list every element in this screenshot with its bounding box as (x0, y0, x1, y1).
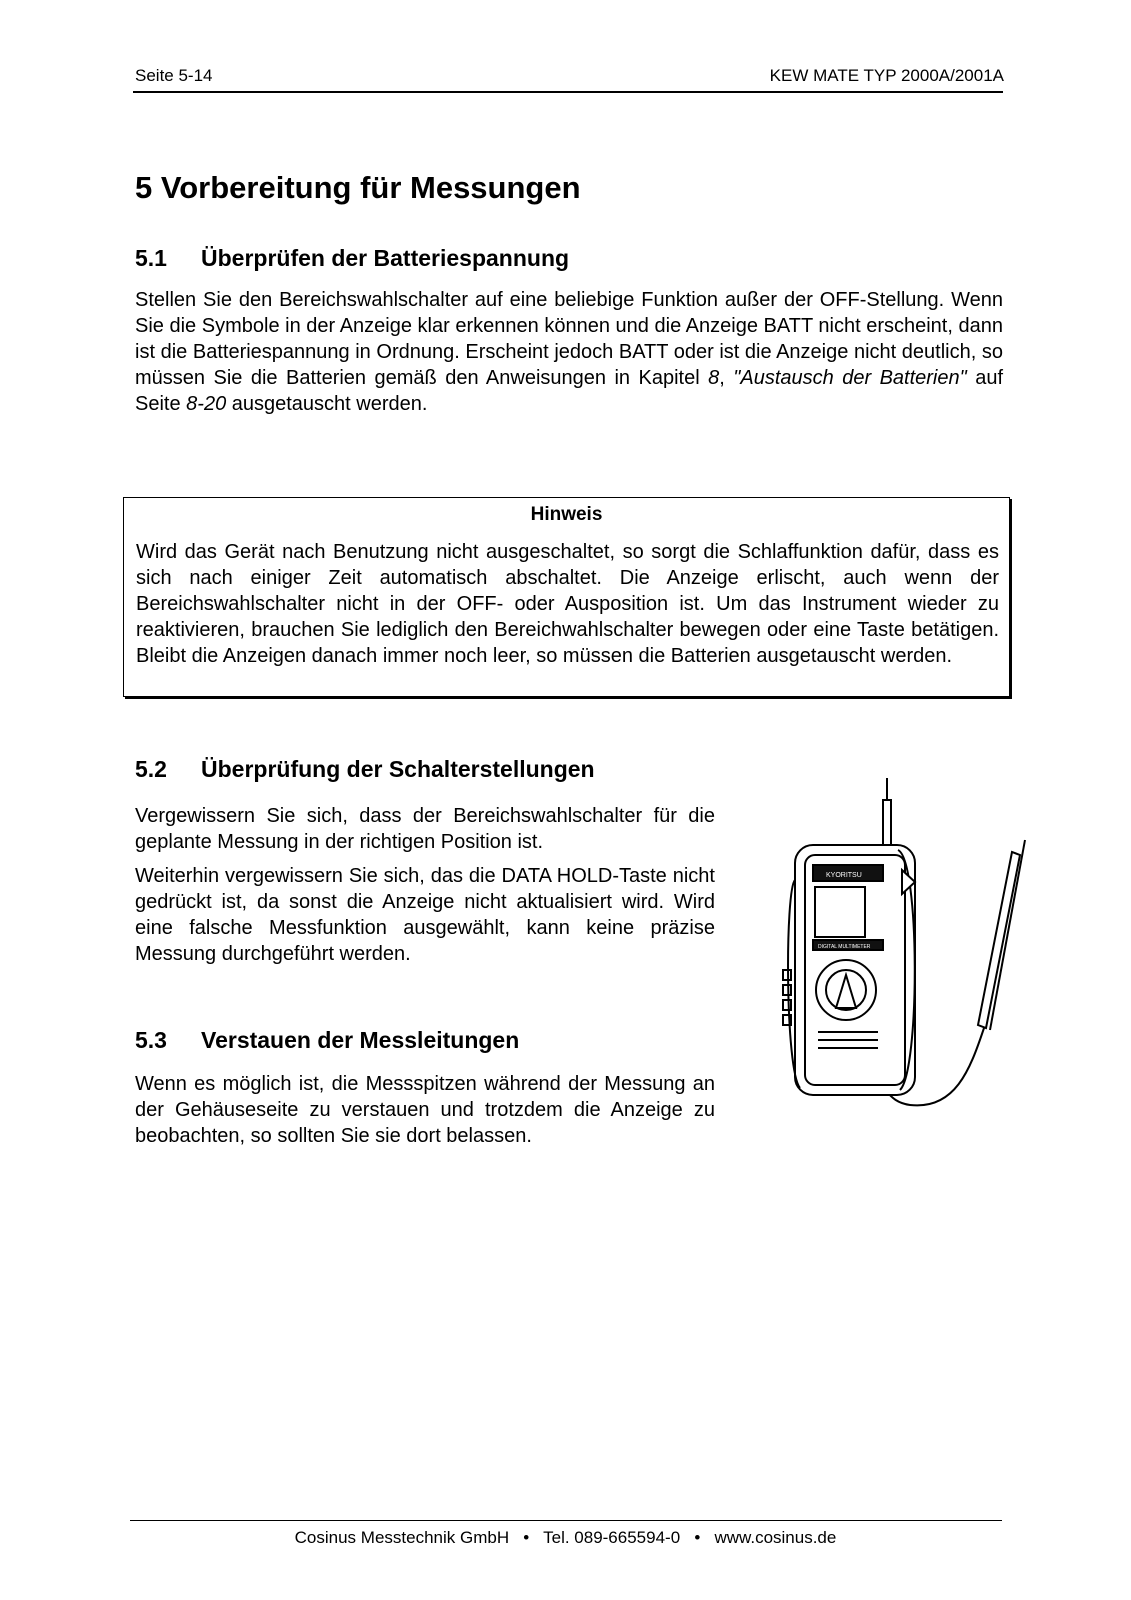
footer-phone: Tel. 089-665594-0 (543, 1528, 681, 1547)
section-5-2-paragraph-1: Vergewissern Sie sich, dass der Bereichswahlschalter für die geplante Messung in der richtigen Position ist. (135, 805, 715, 853)
section-5-3-paragraph: Wenn es möglich ist, die Messspitzen während der Messung an der Gehäuseseite zu verstauen und trotzdem die Anzeige zu beobachten, so sollten Sie sie dort belassen. (135, 1073, 715, 1147)
display-screen (815, 887, 865, 937)
footer-rule (130, 1520, 1002, 1521)
header-rule (133, 91, 1003, 93)
text: ausgetauscht werden. (226, 393, 428, 415)
chapter-title: 5 Vorbereitung für Messungen (135, 170, 581, 205)
note-box (123, 497, 1010, 697)
multimeter-illustration (780, 770, 1050, 1140)
section-number: 5.2 (135, 756, 167, 782)
footer-separator: • (694, 1528, 701, 1547)
chapter-reference[interactable]: 8 (708, 367, 720, 389)
note-title: Hinweis (530, 504, 603, 525)
page-number: Seite 5-14 (135, 66, 213, 85)
brand-label: KYORITSU (826, 872, 862, 879)
text: Stellen Sie den Bereichswahlschalter auf eine beliebige Funktion außer der OFF-Stellung. Wenn Sie die Symbole in der Anzeige klar erkennen können und die Anzeige BATT nicht erscheint, dann ist die Batteriespannung in Ordnung. Erscheint jedoch BATT oder ist die Anzeige nicht deutlich, so müssen Sie die Batterien gemäß den Anweisungen in Kapitel (135, 289, 1003, 389)
footer-separator: • (523, 1528, 530, 1547)
section-5-3-heading (135, 1027, 519, 1054)
section-5-2-heading (135, 756, 595, 783)
section-title: Überprüfen der Batteriespannung (201, 245, 570, 271)
section-5-1-paragraph (135, 287, 1003, 417)
footer (0, 1528, 1131, 1548)
section-number: 5.3 (135, 1027, 167, 1053)
page-reference[interactable]: 8-20 (186, 393, 227, 415)
text: auf Seite (135, 367, 1003, 415)
note-text: Wird das Gerät nach Benutzung nicht ausgeschaltet, so sorgt die Schlaffunktion dafür, dass es sich nach einiger Zeit automatisch abschaltet. Die Anzeige erlischt, auch wenn der Bereichswahlschalter nicht in der OFF- oder Ausposition ist. Um das Instrument wieder zu reaktivieren, brauchen Sie lediglich den Bereichwahlschalter bewegen oder eine Taste betätigen. Bleibt die Anzeigen danach immer noch leer, so müssen die Batterien ausgetauscht werden. (136, 541, 999, 667)
section-5-1-heading (135, 245, 569, 272)
section-number: 5.1 (135, 245, 167, 271)
text: , (719, 367, 734, 389)
footer-company: Cosinus Messtechnik GmbH (294, 1528, 510, 1547)
chapter-title-reference[interactable]: "Austausch der Batterien" (733, 367, 967, 389)
product-name: KEW MATE TYP 2000A/2001A (769, 66, 1004, 85)
footer-website[interactable]: www.cosinus.de (714, 1528, 837, 1547)
section-title: Überprüfung der Schalterstellungen (201, 756, 595, 782)
section-5-2-paragraph-2: Weiterhin vergewissern Sie sich, das die DATA HOLD-Taste nicht gedrückt ist, da sonst die Anzeige nicht aktualisiert wird. Wird eine falsche Messfunktion ausgewählt, kann keine präzise Messung durchgeführt werden. (135, 865, 715, 965)
section-title: Verstauen der Messleitungen (201, 1027, 520, 1053)
device-label: DIGITAL MULTIMETER (818, 944, 871, 950)
